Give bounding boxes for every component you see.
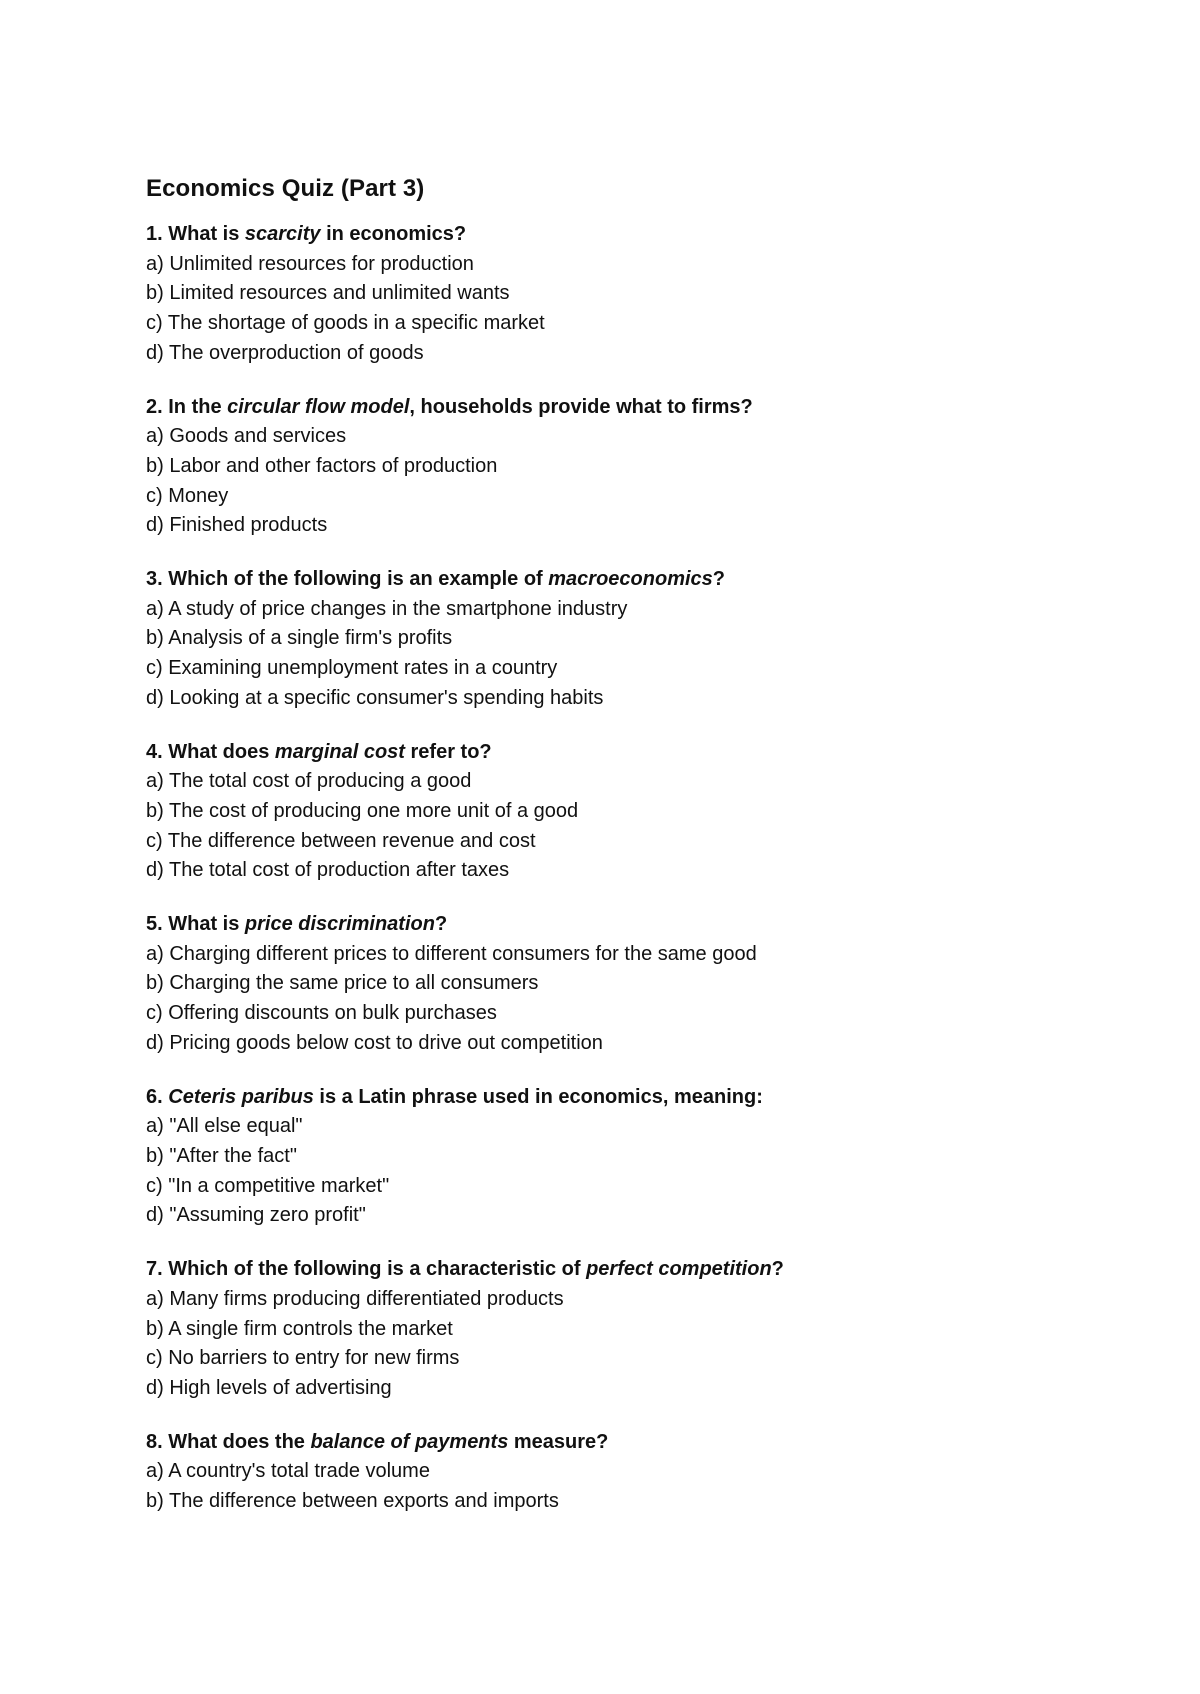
question-text: is a Latin phrase used in economics, meaning: [313, 1085, 763, 1108]
question-stem [146, 1428, 1106, 1458]
answer-option: a) "All else equal" [146, 1115, 303, 1138]
question-block [146, 1255, 1106, 1404]
answer-option: d) The overproduction of goods [146, 341, 424, 364]
question-text: ? [434, 913, 448, 936]
question-text: 1. What is [146, 223, 245, 245]
question-stem [146, 1083, 1106, 1113]
question-text: 6. [146, 1085, 169, 1108]
question-key-term: price discrimination [244, 913, 435, 936]
answer-option: d) Looking at a specific consumer's spending habits [146, 686, 604, 709]
answer-option: d) High levels of advertising [146, 1376, 392, 1399]
answer-option: a) Unlimited resources for production [146, 252, 474, 275]
question-key-term: circular flow model [227, 395, 410, 418]
question-text: ? [712, 568, 725, 591]
answer-option: c) The shortage of goods in a specific market [146, 312, 545, 335]
answer-option: b) "After the fact" [146, 1144, 297, 1167]
answer-option: b) Analysis of a single firm's profits [146, 627, 453, 650]
question-text: refer to? [404, 740, 492, 763]
question-list [146, 220, 1106, 1517]
answer-option: a) Many firms producing differentiated products [146, 1287, 564, 1310]
question-stem [146, 738, 1106, 768]
question-key-term: Ceteris paribus [168, 1085, 314, 1108]
question-text: 2. In the [146, 395, 228, 418]
answer-option: c) No barriers to entry for new firms [146, 1347, 460, 1370]
question-text: ? [771, 1258, 784, 1281]
answer-option: c) Examining unemployment rates in a country [146, 657, 558, 680]
question-block [146, 393, 1106, 542]
question-key-term: perfect competition [586, 1258, 772, 1281]
question-stem [146, 393, 1106, 423]
question-text: , households provide what to firms? [409, 395, 753, 418]
question-text: 4. What does [146, 740, 275, 763]
question-text: in economics? [320, 223, 467, 245]
answer-option: d) The total cost of production after taxes [146, 859, 510, 882]
answer-option: d) Pricing goods below cost to drive out competition [146, 1031, 603, 1054]
answer-option: b) Charging the same price to all consumers [146, 972, 539, 995]
answer-option: b) The cost of producing one more unit of a good [146, 799, 579, 822]
answer-option: b) Labor and other factors of production [146, 454, 498, 477]
question-text: measure? [508, 1430, 609, 1453]
question-text: 7. Which of the following is a characteristic of [146, 1258, 587, 1281]
question-key-term: balance of payments [310, 1430, 509, 1453]
question-text: 3. Which of the following is an example of [146, 568, 549, 591]
question-stem [146, 1255, 1106, 1285]
answer-option: c) Offering discounts on bulk purchases [146, 1002, 497, 1025]
answer-option: b) A single firm controls the market [146, 1317, 453, 1340]
question-block [146, 738, 1106, 887]
question-block [146, 910, 1106, 1059]
answer-option: a) The total cost of producing a good [146, 770, 472, 793]
question-stem [146, 565, 1106, 595]
answer-option: a) Charging different prices to different consumers for the same good [146, 942, 757, 965]
question-text: 5. What is [146, 913, 245, 936]
question-block [146, 1428, 1106, 1517]
question-text: 8. What does the [146, 1430, 311, 1453]
question-key-term: scarcity [244, 223, 321, 245]
answer-option: d) "Assuming zero profit" [146, 1204, 366, 1227]
question-block [146, 565, 1106, 714]
document-page [146, 172, 1106, 1541]
answer-option: a) Goods and services [146, 425, 347, 448]
question-block [146, 1083, 1106, 1232]
answer-option: c) Money [146, 484, 229, 507]
question-block [146, 220, 1106, 369]
answer-option: d) Finished products [146, 514, 328, 537]
answer-option: c) "In a competitive market" [146, 1174, 390, 1197]
document-title: Economics Quiz (Part 3) [146, 175, 425, 202]
answer-option: b) The difference between exports and imports [146, 1490, 559, 1513]
answer-option: b) Limited resources and unlimited wants [146, 282, 510, 305]
question-stem [146, 220, 1106, 250]
question-stem [146, 910, 1106, 940]
question-key-term: marginal cost [274, 740, 405, 763]
answer-option: c) The difference between revenue and cost [146, 829, 536, 852]
answer-option: a) A country's total trade volume [146, 1460, 430, 1483]
question-key-term: macroeconomics [548, 568, 713, 591]
answer-option: a) A study of price changes in the smartphone industry [146, 597, 628, 620]
